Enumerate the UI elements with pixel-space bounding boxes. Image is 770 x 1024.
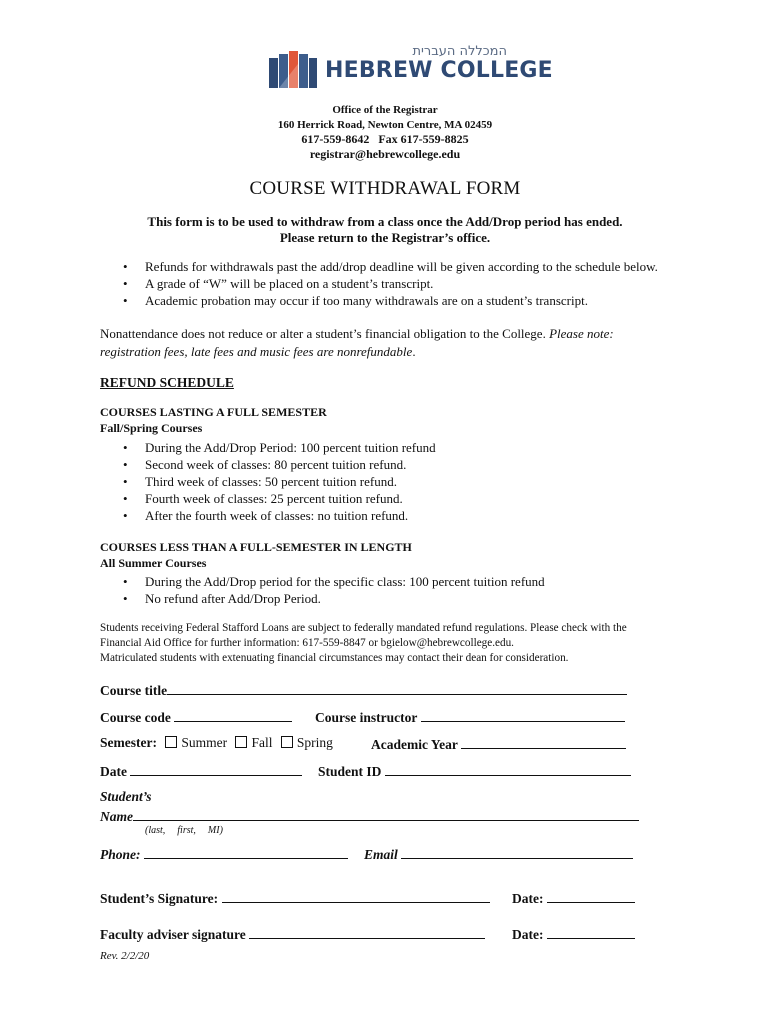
email-row: [364, 845, 633, 863]
spring-option-label: Spring: [296, 735, 333, 750]
student-signature-date-label: Date:: [512, 891, 544, 906]
academic-year-row: [371, 735, 626, 753]
course-instructor-label: Course instructor: [315, 710, 418, 725]
fine-print-line: Financial Aid Office for further information: 617-559-8847 or bgielow@hebrewcollege.edu.: [100, 637, 514, 649]
college-crest-icon: [267, 50, 319, 90]
form-intro: [0, 214, 770, 246]
name-hint-first: first,: [177, 825, 196, 836]
student-signature-date-field[interactable]: [547, 889, 635, 903]
date-field[interactable]: [130, 762, 302, 776]
summer-option-label: Summer: [181, 735, 228, 750]
name-label: Name: [100, 809, 133, 824]
fall-checkbox[interactable]: [235, 736, 247, 748]
summer-checkbox[interactable]: [165, 736, 177, 748]
course-code-label: Course code: [100, 710, 171, 725]
refund-item: • During the Add/Drop period for the specific class: 100 percent tuition refund: [145, 573, 545, 590]
refund-item: • Second week of classes: 80 percent tuition refund.: [145, 456, 406, 473]
name-hint-mi: MI): [207, 825, 223, 836]
registrar-office-block: [0, 103, 770, 133]
intro-line-1: This form is to be used to withdraw from a class once the Add/Drop period has ended.: [147, 214, 623, 229]
registrar-email: registrar@hebrewcollege.edu: [309, 147, 461, 161]
fall-option-label: Fall: [251, 735, 273, 750]
office-name: Office of the Registrar: [332, 104, 438, 116]
course-code-field[interactable]: [174, 708, 292, 722]
faculty-signature-date-field[interactable]: [547, 925, 635, 939]
faculty-signature-date-row: [512, 925, 635, 943]
email-field[interactable]: [401, 845, 633, 859]
refund-item: • Third week of classes: 50 percent tuition refund.: [145, 473, 397, 490]
refund-item: • No refund after Add/Drop Period.: [145, 590, 321, 607]
note-item: • Refunds for withdrawals past the add/drop deadline will be given according to the schedule below.: [145, 258, 658, 275]
refund-schedule-heading: REFUND SCHEDULE: [100, 375, 234, 390]
students-label: Student’s: [100, 789, 152, 804]
nonattendance-period: .: [412, 344, 416, 359]
intro-line-2: Please return to the Registrar’s office.: [279, 230, 491, 245]
fall-spring-subheading: Fall/Spring Courses: [100, 421, 203, 435]
office-address: 160 Herrick Road, Newton Centre, MA 02459: [277, 119, 493, 131]
semester-label: Semester:: [100, 735, 157, 750]
faculty-signature-date-label: Date:: [512, 927, 544, 942]
note-item: • A grade of “W” will be placed on a student’s transcript.: [145, 275, 433, 292]
faculty-signature-label: Faculty adviser signature: [100, 927, 246, 942]
spring-checkbox[interactable]: [281, 736, 293, 748]
summer-subheading: All Summer Courses: [100, 556, 207, 570]
phone-label: Phone:: [100, 847, 141, 862]
date-row: [100, 762, 302, 780]
semester-row: [100, 735, 333, 751]
phone-field[interactable]: [144, 845, 348, 859]
fine-print-line: Students receiving Federal Stafford Loans are subject to federally mandated refund regulations. Please check with the: [100, 622, 627, 634]
course-title-label: Course title: [100, 683, 168, 698]
full-semester-heading: COURSES LASTING A FULL SEMESTER: [100, 405, 327, 419]
form-title: COURSE WITHDRAWAL FORM: [249, 178, 521, 199]
faculty-signature-row: [100, 925, 485, 943]
hebrew-college-logo: [267, 44, 553, 96]
contact-block: [0, 132, 770, 162]
name-row: [100, 807, 639, 825]
logo-college-name: HEBREW COLLEGE: [325, 58, 553, 83]
nonattendance-paragraph: [100, 325, 680, 361]
faculty-signature-field[interactable]: [249, 925, 485, 939]
logo-hebrew-text: המכללה העברית: [412, 44, 507, 59]
refund-item: • Fourth week of classes: 25 percent tuition refund.: [145, 490, 403, 507]
fine-print-line: Matriculated students with extenuating financial circumstances may contact their dean for consideration.: [100, 652, 569, 664]
academic-year-label: Academic Year: [371, 737, 458, 752]
student-signature-row: [100, 889, 490, 907]
student-id-label: Student ID: [318, 764, 382, 779]
course-title-row: [100, 681, 627, 699]
student-signature-date-row: [512, 889, 635, 907]
name-field[interactable]: [133, 807, 639, 821]
note-item: • Academic probation may occur if too many withdrawals are on a student’s transcript.: [145, 292, 588, 309]
course-instructor-field[interactable]: [421, 708, 625, 722]
name-format-hint: [145, 825, 235, 836]
refund-item: • After the fourth week of classes: no tuition refund.: [145, 507, 408, 524]
course-code-row: [100, 708, 292, 726]
course-instructor-row: [315, 708, 625, 726]
course-title-field[interactable]: [167, 681, 627, 695]
name-hint-last: (last,: [145, 825, 166, 836]
revision-date: Rev. 2/2/20: [100, 950, 150, 962]
email-label: Email: [364, 847, 398, 862]
nonattendance-note-text: registration fees, late fees and music fees are nonrefundable: [100, 344, 413, 359]
academic-year-field[interactable]: [461, 735, 626, 749]
nonattendance-note-label: Please note:: [549, 326, 614, 341]
student-signature-field[interactable]: [222, 889, 490, 903]
phone-fax: 617-559-8642 Fax 617-559-8825: [301, 132, 469, 146]
refund-item: • During the Add/Drop Period: 100 percent tuition refund: [145, 439, 436, 456]
nonattendance-text: Nonattendance does not reduce or alter a student’s financial obligation to the College.: [100, 326, 546, 341]
short-course-heading: COURSES LESS THAN A FULL-SEMESTER IN LENGTH: [100, 540, 412, 554]
student-signature-label: Student’s Signature:: [100, 891, 219, 906]
student-id-row: [318, 762, 631, 780]
student-id-field[interactable]: [385, 762, 631, 776]
date-label: Date: [100, 764, 127, 779]
phone-row: [100, 845, 348, 863]
